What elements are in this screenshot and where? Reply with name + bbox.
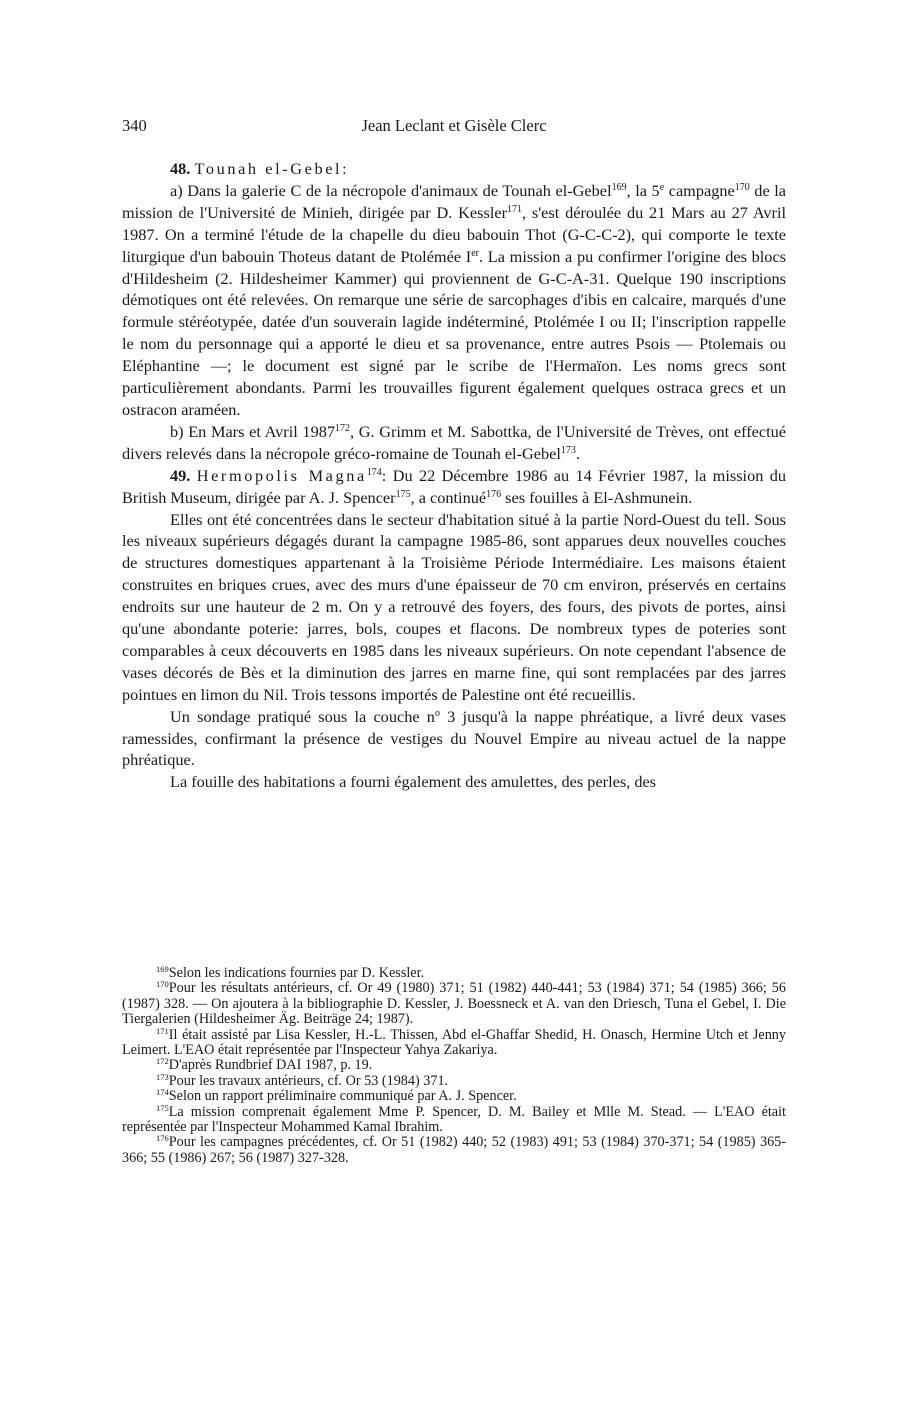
main-text — [122, 158, 786, 793]
footnote-ref: 174 — [366, 466, 382, 478]
footnote-ref: 176 — [486, 488, 502, 500]
site-name: Tounah el-Gebel — [194, 159, 343, 178]
paragraph-49: 49. Hermopolis Magna$^{174}$: Du 22 Décembre 1986 au 14 Février 1987, la mission du British Museum, dirigée par A. J. Spencer$^{175}$, a continué$^{176}$ ses fouilles à El-Ashmunein. — [122, 465, 786, 507]
footnote: $^{175}$La mission comprenait également Mme P. Spencer, D. M. Bailey et Mlle M. Stead. — L'EAO était représentée par l'Inspecteur Mohammed Kamal Ibrahim. — [122, 1102, 786, 1136]
footnote: $^{171}$Il était assisté par Lisa Kessler, H.-L. Thissen, Abd el-Ghaffar Shedid, H. Onasch, Hermine Utch et Jenny Leimert. L'EAO était représentée par l'Inspecteur Yahya Zakariya. — [122, 1025, 786, 1059]
footnote-ref: 171 — [507, 203, 523, 215]
footnote-ref: 169 — [611, 181, 627, 193]
section-48-heading: 48. Tounah el-Gebel: — [170, 159, 347, 178]
site-name: Hermopolis Magna — [196, 465, 367, 485]
footnote-ref: 173 — [560, 444, 576, 456]
section-number: 48. — [170, 159, 191, 178]
paragraph-48a: a) Dans la galerie C de la nécropole d'animaux de Tounah el-Gebel$^{169}$, la 5e campagne$^{170}$ de la mission de l'Université de Minieh, dirigée par D. Kessler$^{171}$, s'est déroulée du 21 Mars au 27 Avril 1987. On a terminé l'étude de la chapelle du dieu babouin Thot (G-C-C-2), qui comporte le texte liturgique d'un babouin Thoteus datant de Ptolémée Ier. La mission a pu confirmer l'origine des blocs d'Hildesheim (2. Hildesheimer Kammer) qui proviennent de G-C-A-31. Quelque 190 inscriptions démotiques ont été relevées. On remarque une série de sarcophages d'ibis en calcaire, marqués d'une formule stéréotypée, datée d'un souverain lagide indéterminé, Ptolémée I ou II; l'inscription rappelle le nom du personnage qui a apporté le dieu et sa provenance, entre autres Psois — Ptolemais ou Eléphantine —; le document est signé par le scribe de l'Hermaïon. Les noms grecs sont particulièrement abondants. Parmi les trouvailles figurent également quelques ostraca grecs et un ostracon araméen. — [122, 180, 787, 419]
footnote-ref: 175 — [395, 488, 411, 500]
paragraph-48b: b) En Mars et Avril 1987$^{172}$, G. Grimm et M. Sabottka, de l'Université de Trèves, ont effectué divers relevés dans la nécropole gréco-romaine de Tounah el-Gebel$^{173}$. — [122, 421, 786, 463]
footnote: $^{172}$D'après Rundbrief DAI 1987, p. 19. — [156, 1056, 373, 1074]
footnote-ref: 172 — [335, 422, 350, 434]
footnote: $^{173}$Pour les travaux antérieurs, cf. Or 53 (1984) 371. — [156, 1071, 449, 1089]
page-header — [122, 116, 786, 140]
footnote: $^{169}$Selon les indications fournies par D. Kessler. — [156, 964, 425, 981]
footnote-ref: 170 — [734, 181, 750, 193]
footnote: $^{174}$Selon un rapport préliminaire communiqué par A. J. Spencer. — [156, 1087, 517, 1105]
paragraph-49-4: La fouille des habitations a fourni également des amulettes, des perles, des — [170, 772, 657, 792]
section-number: 49. — [170, 465, 191, 485]
running-title: Jean Leclant et Gisèle Clerc — [361, 116, 547, 135]
paragraph-49-2: Elles ont été concentrées dans le secteur d'habitation situé à la partie Nord-Ouest du tell. Sous les niveaux supérieurs dégagés durant la campagne 1985-86, sont apparues deux nouvelles couches de structures domestiques appartenant à la Troisième Période Intermédiaire. Les maisons étaient construites en briques crues, avec des murs d'une épaisseur de 70 cm environ, préservés en certains endroits sur une hauteur de 2 m. On y a retrouvé des foyers, des fours, des pivots de portes, ainsi qu'une abondante poterie: jarres, bols, coupes et flacons. De nombreux types de poteries sont comparables à ceux découverts en 1985 dans les niveaux supérieurs. On note cependant l'absence de vases décorés de Bès et la diminution des jarres en marne fine, qui sont remplacées par des jarres pointues en limon du Nil. Trois tessons importés de Palestine ont été recueillis. — [122, 509, 786, 704]
footnote: $^{170}$Pour les résultats antérieurs, cf. Or 49 (1980) 371; 51 (1982) 440-441; 53 (1984) 371; 54 (1985) 366; 56 (1987) 328. — On ajoutera à la bibliographie D. Kessler, J. Boessneck et A. van den Driesch, Tuna el Gebel, I. Die Tiergalerien (Hildesheimer Äg. Beiträge 24; 1987). — [122, 979, 786, 1028]
footnote: $^{176}$Pour les campagnes précédentes, cf. Or 51 (1982) 440; 52 (1983) 491; 53 (1984) 370-371; 54 (1985) 365-366; 55 (1986) 267; 56 (1987) 327-328. — [122, 1133, 786, 1166]
paragraph-49-3: Un sondage pratiqué sous la couche $n^o$ 3 jusqu'à la nappe phréatique, a livré deux vases ramessides, confirmant la présence de vestiges du Nouvel Empire au niveau actuel de la nappe phréatique. — [122, 706, 786, 770]
footnotes — [122, 966, 786, 1166]
page-number: 340 — [122, 116, 147, 135]
